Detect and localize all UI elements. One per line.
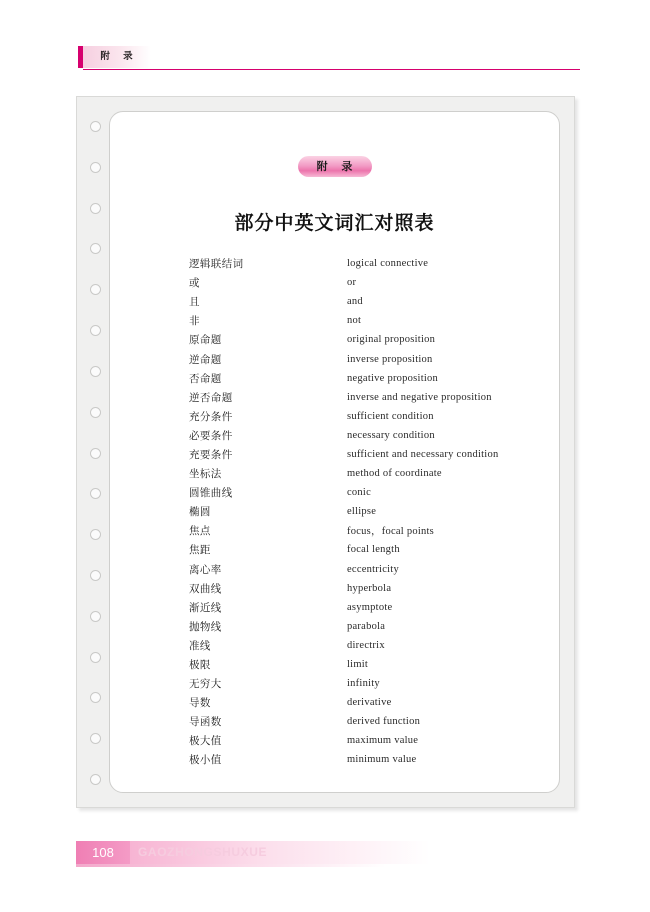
vocabulary-term-chinese: 必要条件 [189,429,233,442]
vocabulary-row [189,560,539,579]
vocabulary-row [189,579,539,598]
vocabulary-term-chinese: 充分条件 [189,410,233,423]
vocabulary-term-english: not [347,315,362,327]
vocabulary-row [189,311,539,330]
vocabulary-term-chinese: 逆命题 [189,353,222,366]
vocabulary-term-english: minimum value [347,754,417,766]
vocabulary-term-chinese: 极限 [189,659,211,672]
vocabulary-term-chinese: 逻辑联结词 [189,258,244,271]
vocabulary-term-english: focal length [347,544,400,556]
running-head-label: 附 录 [100,51,138,62]
vocabulary-row [189,502,539,521]
vocabulary-term-english: logical connective [347,258,429,270]
vocabulary-term-chinese: 极小值 [189,754,222,767]
binder-hole [90,692,101,703]
vocabulary-row [189,349,539,368]
vocabulary-term-english: necessary condition [347,429,435,441]
vocabulary-row [189,750,539,769]
vocabulary-term-chinese: 焦距 [189,544,211,557]
binder-hole [90,448,101,459]
vocabulary-term-english: directrix [347,639,385,651]
vocabulary-term-chinese: 原命题 [189,334,222,347]
vocabulary-term-chinese: 准线 [189,639,211,652]
vocabulary-term-english: focus，focal points [347,526,435,538]
vocabulary-term-chinese: 双曲线 [189,582,222,595]
vocabulary-row [189,636,539,655]
vocabulary-term-chinese: 无穷大 [189,678,222,691]
vocabulary-term-english: sufficient condition [347,410,434,422]
vocabulary-term-chinese: 逆否命题 [189,391,233,404]
vocabulary-row [189,292,539,311]
vocabulary-term-english: inverse and negative proposition [347,391,492,403]
running-head [78,46,580,70]
vocabulary-term-chinese: 圆锥曲线 [189,487,233,500]
binder-hole [90,325,101,336]
vocabulary-term-chinese: 且 [189,296,200,309]
vocabulary-term-chinese: 导函数 [189,716,222,729]
vocabulary-term-english: parabola [347,620,386,632]
vocabulary-term-chinese: 或 [189,277,200,290]
footer-watermark: GAOZHONGSHUXUE [138,845,268,859]
vocabulary-term-chinese: 抛物线 [189,620,222,633]
vocabulary-term-chinese: 渐近线 [189,601,222,614]
vocabulary-term-english: inverse proposition [347,353,433,365]
vocabulary-row [189,426,539,445]
vocabulary-term-chinese: 焦点 [189,525,211,538]
page-number: 108 [76,841,130,864]
binder-hole-column [87,121,103,785]
vocabulary-term-english: infinity [347,678,380,690]
binder-hole [90,488,101,499]
vocabulary-term-english: sufficient and necessary condition [347,448,499,460]
binder-hole [90,774,101,785]
vocabulary-term-english: limit [347,659,369,671]
binder-page-card [76,96,575,808]
vocabulary-row [189,617,539,636]
vocabulary-term-english: ellipse [347,506,377,518]
binder-hole [90,652,101,663]
vocabulary-row [189,464,539,483]
vocabulary-row [189,540,539,559]
vocabulary-row [189,445,539,464]
footer-rule [76,864,386,867]
binder-hole [90,284,101,295]
vocabulary-row [189,388,539,407]
vocabulary-row [189,655,539,674]
vocabulary-term-chinese: 极大值 [189,735,222,748]
appendix-badge: 附 录 [298,156,372,177]
running-head-tab [83,46,151,68]
binder-hole [90,407,101,418]
vocabulary-row [189,254,539,273]
appendix-badge-wrapper [110,156,559,177]
vocabulary-table [189,254,539,770]
vocabulary-term-english: eccentricity [347,563,399,575]
vocabulary-term-chinese: 充要条件 [189,448,233,461]
vocabulary-term-chinese: 离心率 [189,563,222,576]
binder-hole [90,162,101,173]
vocabulary-row [189,712,539,731]
vocabulary-term-english: derivative [347,697,392,709]
vocabulary-term-chinese: 椭圆 [189,506,211,519]
vocabulary-term-english: hyperbola [347,582,392,594]
vocabulary-row [189,483,539,502]
binder-hole [90,733,101,744]
vocabulary-row [189,407,539,426]
binder-hole [90,570,101,581]
vocabulary-row [189,598,539,617]
vocabulary-row [189,731,539,750]
vocabulary-row [189,674,539,693]
vocabulary-term-chinese: 导数 [189,697,211,710]
binder-hole [90,366,101,377]
vocabulary-term-english: maximum value [347,735,419,747]
vocabulary-term-english: original proposition [347,334,436,346]
binder-hole [90,611,101,622]
vocabulary-term-chinese: 非 [189,315,200,328]
page-content-area [109,111,560,793]
page-title: 部分中英文词汇对照表 [234,212,435,234]
page-footer [76,841,576,869]
vocabulary-term-english: asymptote [347,601,393,613]
binder-hole [90,203,101,214]
vocabulary-row [189,521,539,540]
vocabulary-row [189,369,539,388]
running-head-rule [83,69,580,70]
binder-hole [90,121,101,132]
vocabulary-term-english: negative proposition [347,372,439,384]
vocabulary-term-english: derived function [347,716,421,728]
binder-hole [90,243,101,254]
vocabulary-term-chinese: 否命题 [189,372,222,385]
vocabulary-row [189,273,539,292]
vocabulary-term-english: conic [347,487,371,499]
vocabulary-term-english: method of coordinate [347,468,442,480]
vocabulary-term-english: and [347,296,363,308]
binder-hole [90,529,101,540]
vocabulary-term-chinese: 坐标法 [189,468,222,481]
vocabulary-row [189,693,539,712]
vocabulary-row [189,330,539,349]
vocabulary-term-english: or [347,277,357,289]
